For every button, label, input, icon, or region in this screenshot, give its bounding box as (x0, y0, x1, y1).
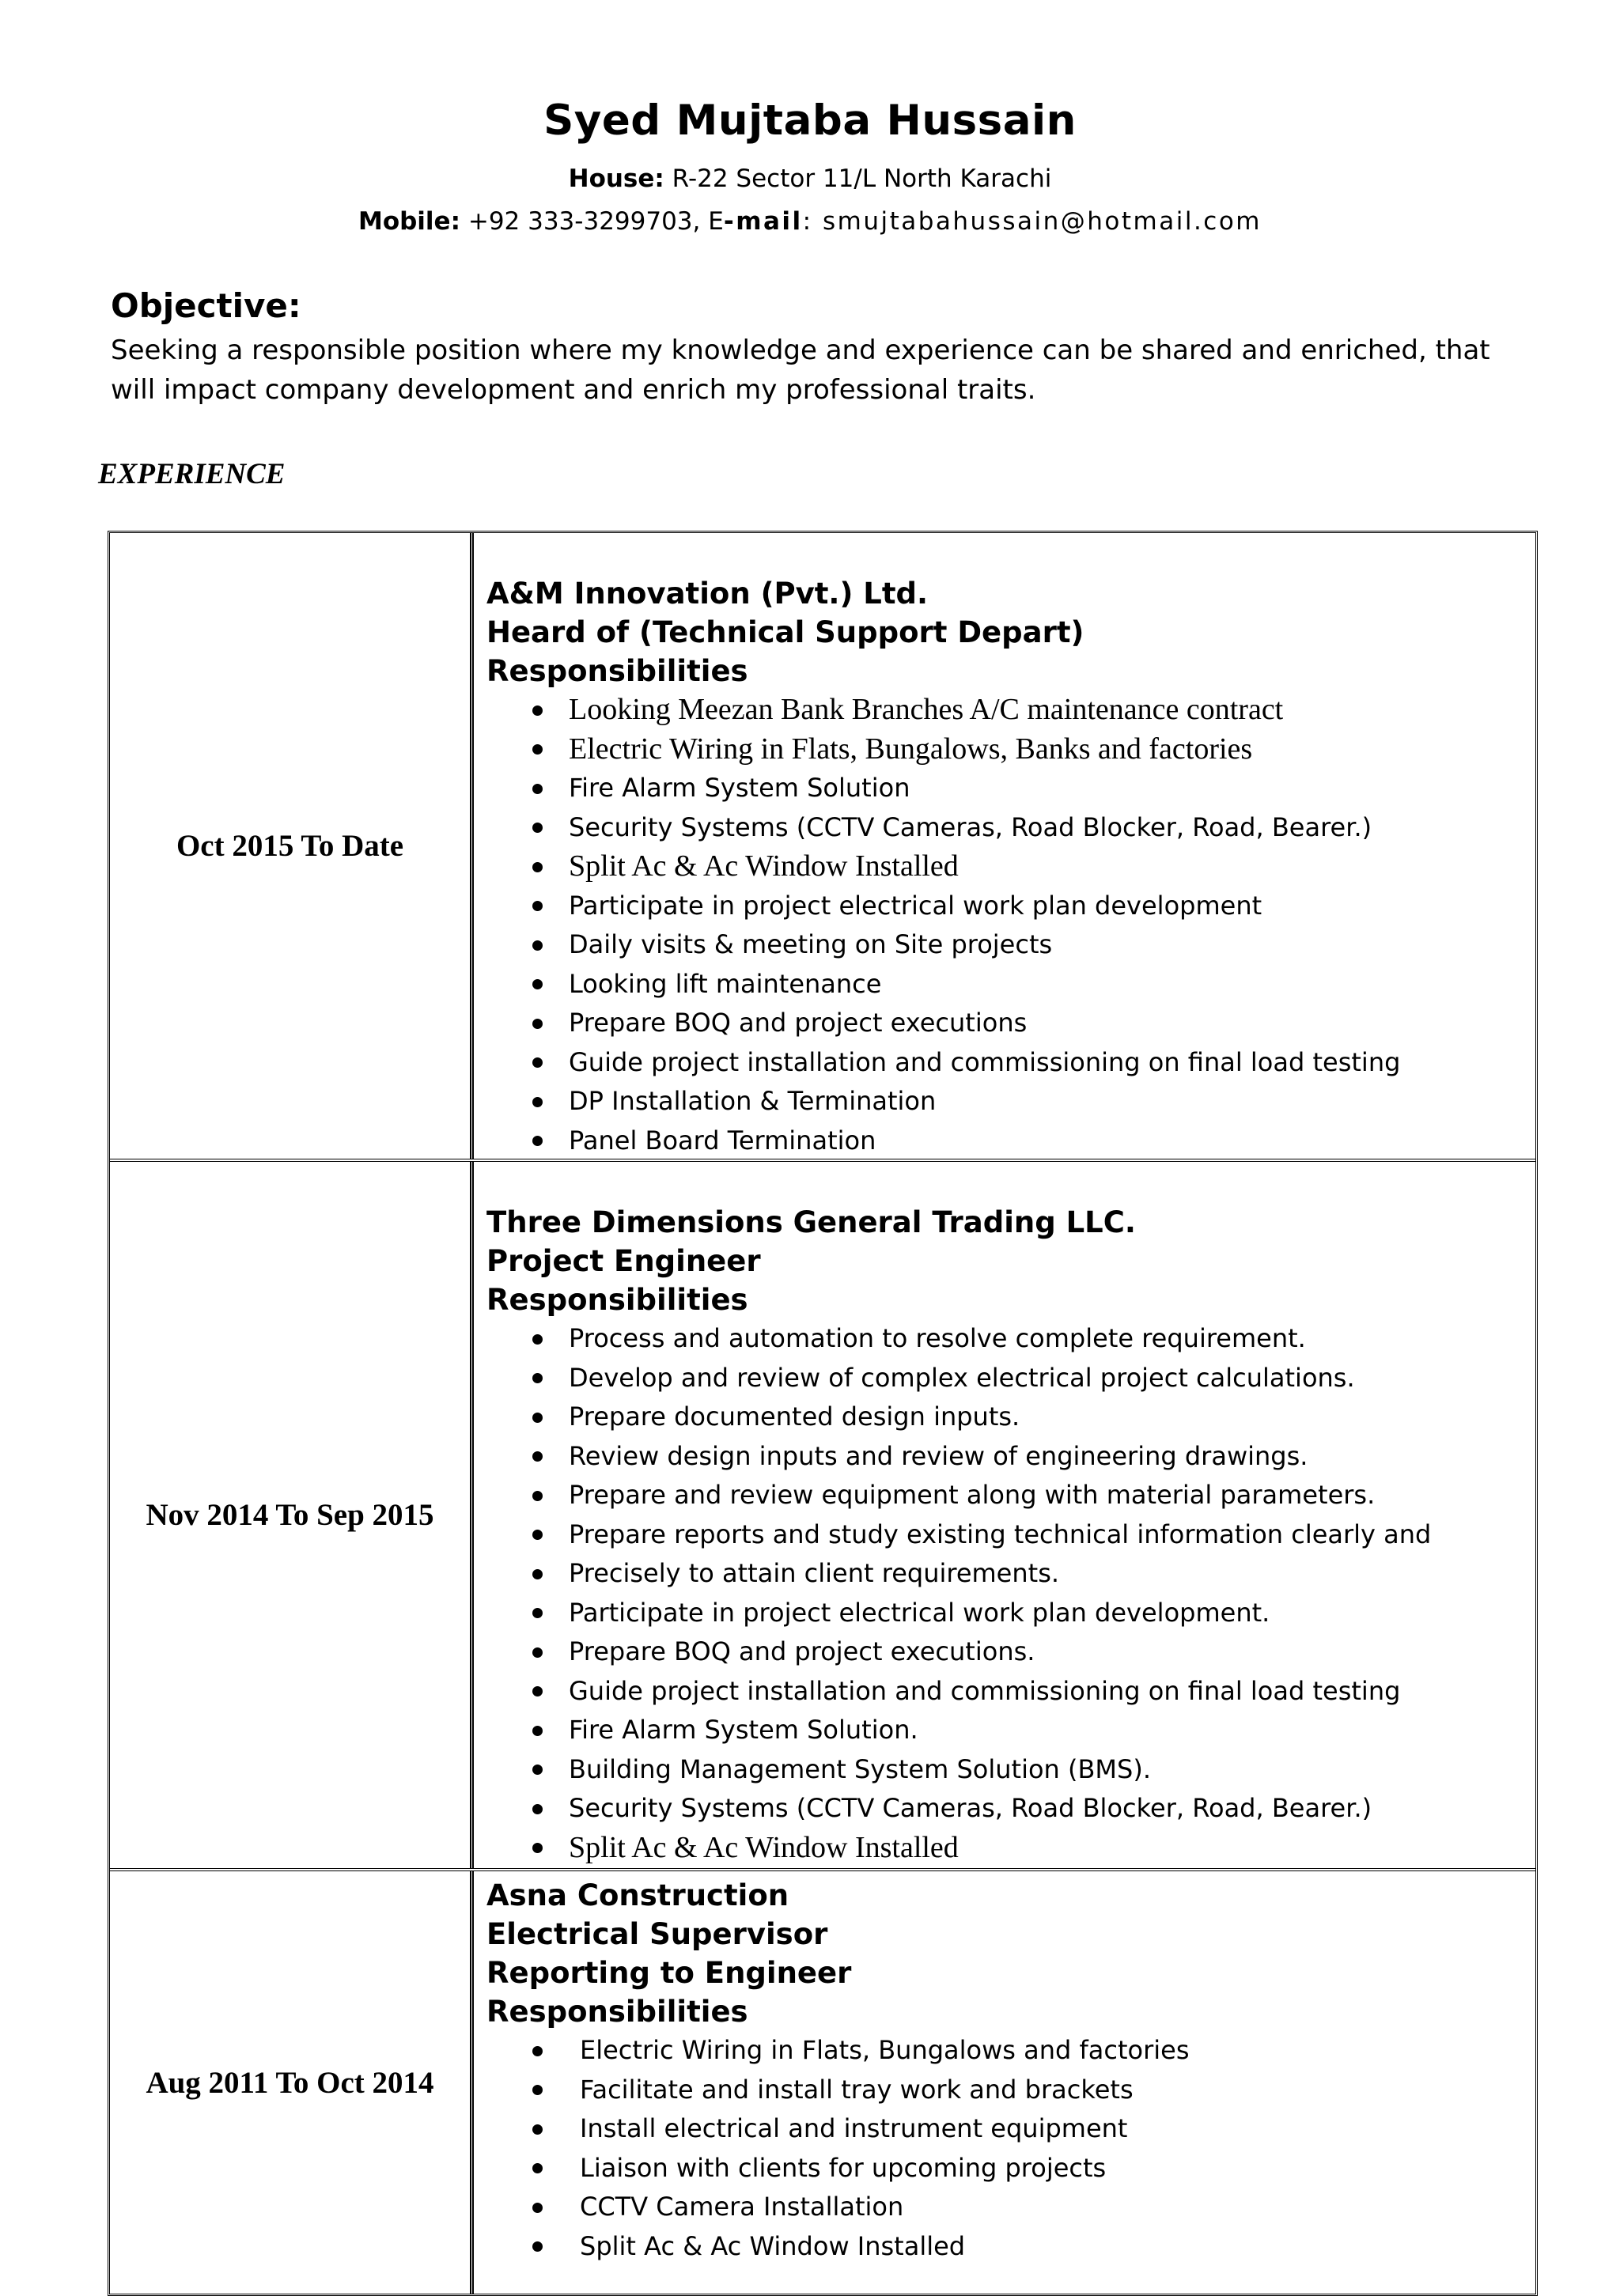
responsibility-item: Split Ac & Ac Window Installed (474, 2227, 1535, 2267)
house-address-line (0, 165, 1620, 193)
experience-table (108, 531, 1538, 2296)
responsibility-item: Prepare reports and study existing technical information clearly and (474, 1515, 1535, 1555)
bullet-icon (532, 1097, 543, 1107)
responsibility-item: Install electrical and instrument equipment (474, 2109, 1535, 2149)
bullet-icon (532, 2085, 543, 2095)
bullet-icon (532, 1726, 543, 1736)
reporting-line: Reporting to Engineer (486, 1956, 852, 1990)
bullet-icon (532, 2163, 543, 2173)
responsibilities-label: Responsibilities (486, 1995, 748, 2029)
bullet-icon (532, 1373, 543, 1383)
bullet-icon (532, 1530, 543, 1540)
bullet-icon (532, 784, 543, 794)
responsibility-item: Building Management System Solution (BMS). (474, 1750, 1535, 1790)
bullet-icon (532, 1765, 543, 1775)
responsibility-item: Security Systems (CCTV Cameras, Road Blocker, Road, Bearer.) (474, 808, 1535, 848)
job-title: Electrical Supervisor (486, 1917, 828, 1951)
bullet-icon (532, 1334, 543, 1345)
bullet-icon (532, 901, 543, 911)
responsibility-item: Security Systems (CCTV Cameras, Road Blocker, Road, Bearer.) (474, 1789, 1535, 1829)
responsibility-item: Precisely to attain client requirements. (474, 1554, 1535, 1594)
bullet-icon (532, 2241, 543, 2252)
responsibility-item: Electric Wiring in Flats, Bungalows, Banks and factories (474, 730, 1535, 770)
mobile-number: +92 333-3299703, E (460, 207, 724, 236)
bullet-icon (532, 1804, 543, 1814)
experience-details (474, 1871, 1535, 2294)
job-title: Project Engineer (486, 1244, 761, 1278)
bullet-icon (532, 1451, 543, 1462)
experience-row (110, 1871, 1535, 2294)
responsibility-item: Facilitate and install tray work and brackets (474, 2071, 1535, 2110)
responsibility-item: Prepare documented design inputs. (474, 1398, 1535, 1437)
candidate-name: Syed Mujtaba Hussain (543, 96, 1077, 145)
mobile-label: Mobile: (358, 207, 460, 236)
bullet-icon (532, 1057, 543, 1068)
responsibility-item: Prepare BOQ and project executions (474, 1004, 1535, 1043)
responsibility-item: Electric Wiring in Flats, Bungalows and factories (474, 2031, 1535, 2071)
experience-date: Aug 2011 To Oct 2014 (110, 1871, 474, 2294)
experience-details (474, 1162, 1535, 1868)
responsibility-item: Process and automation to resolve complete requirement. (474, 1319, 1535, 1359)
responsibilities-list (474, 690, 1535, 1160)
responsibility-item: Looking lift maintenance (474, 965, 1535, 1004)
experience-date: Oct 2015 To Date (110, 533, 474, 1159)
bullet-icon (532, 940, 543, 951)
email-address: : smujtabahussain@hotmail.com (802, 207, 1262, 236)
responsibility-item: Fire Alarm System Solution (474, 769, 1535, 808)
bullet-icon (532, 1608, 543, 1618)
bullet-icon (532, 1686, 543, 1696)
responsibility-item: Liaison with clients for upcoming projects (474, 2149, 1535, 2188)
responsibility-item: Daily visits & meeting on Site projects (474, 925, 1535, 965)
bullet-icon (532, 2124, 543, 2135)
responsibility-item: Looking Meezan Bank Branches A/C maintenance contract (474, 690, 1535, 730)
responsibility-item: Split Ac & Ac Window Installed (474, 1829, 1535, 1868)
house-address: R-22 Sector 11/L North Karachi (664, 165, 1052, 193)
company-name: Asna Construction (486, 1878, 789, 1912)
experience-row (110, 1162, 1535, 1871)
experience-date: Nov 2014 To Sep 2015 (110, 1162, 474, 1868)
responsibility-item: Prepare and review equipment along with material parameters. (474, 1476, 1535, 1515)
objective-heading: Objective: (111, 286, 301, 325)
responsibility-item: Participate in project electrical work plan development. (474, 1594, 1535, 1633)
bullet-icon (532, 2203, 543, 2213)
responsibility-item: Panel Board Termination (474, 1122, 1535, 1161)
company-name: A&M Innovation (Pvt.) Ltd. (486, 577, 929, 611)
responsibilities-list (474, 2031, 1535, 2266)
responsibility-item: Guide project installation and commissioning on final load testing (474, 1043, 1535, 1083)
bullet-icon (532, 862, 543, 872)
bullet-icon (532, 744, 543, 755)
responsibilities-list (474, 1319, 1535, 1867)
job-title: Heard of (Technical Support Depart) (486, 615, 1084, 649)
responsibilities-label: Responsibilities (486, 1283, 748, 1317)
contact-line (0, 207, 1620, 236)
responsibility-item: Split Ac & Ac Window Installed (474, 847, 1535, 887)
responsibility-item: Develop and review of complex electrical project calculations. (474, 1359, 1535, 1398)
bullet-icon (532, 979, 543, 989)
bullet-icon (532, 1647, 543, 1658)
responsibility-item: Participate in project electrical work plan development (474, 887, 1535, 926)
bullet-icon (532, 1136, 543, 1146)
company-name: Three Dimensions General Trading LLC. (486, 1205, 1136, 1239)
bullet-icon (532, 1413, 543, 1423)
bullet-icon (532, 705, 543, 716)
email-label: -mail (723, 207, 803, 236)
responsibility-item: Fire Alarm System Solution. (474, 1711, 1535, 1750)
responsibility-item: Prepare BOQ and project executions. (474, 1632, 1535, 1672)
house-label: House: (568, 165, 664, 193)
bullet-icon (532, 1491, 543, 1501)
responsibility-item: DP Installation & Termination (474, 1082, 1535, 1122)
bullet-icon (532, 1019, 543, 1029)
responsibility-item: CCTV Camera Installation (474, 2188, 1535, 2227)
bullet-icon (532, 1569, 543, 1579)
responsibility-item: Guide project installation and commissioning on final load testing (474, 1672, 1535, 1712)
experience-details (474, 533, 1535, 1159)
objective-text: Seeking a responsible position where my knowledge and experience can be shared and enriched, that will impact company development and enrich my professional traits. (111, 335, 1490, 406)
bullet-icon (532, 1843, 543, 1853)
experience-heading: EXPERIENCE (98, 458, 286, 490)
responsibility-item: Review design inputs and review of engineering drawings. (474, 1437, 1535, 1477)
experience-row (110, 533, 1535, 1162)
bullet-icon (532, 823, 543, 833)
bullet-icon (532, 2046, 543, 2056)
responsibilities-label: Responsibilities (486, 654, 748, 688)
